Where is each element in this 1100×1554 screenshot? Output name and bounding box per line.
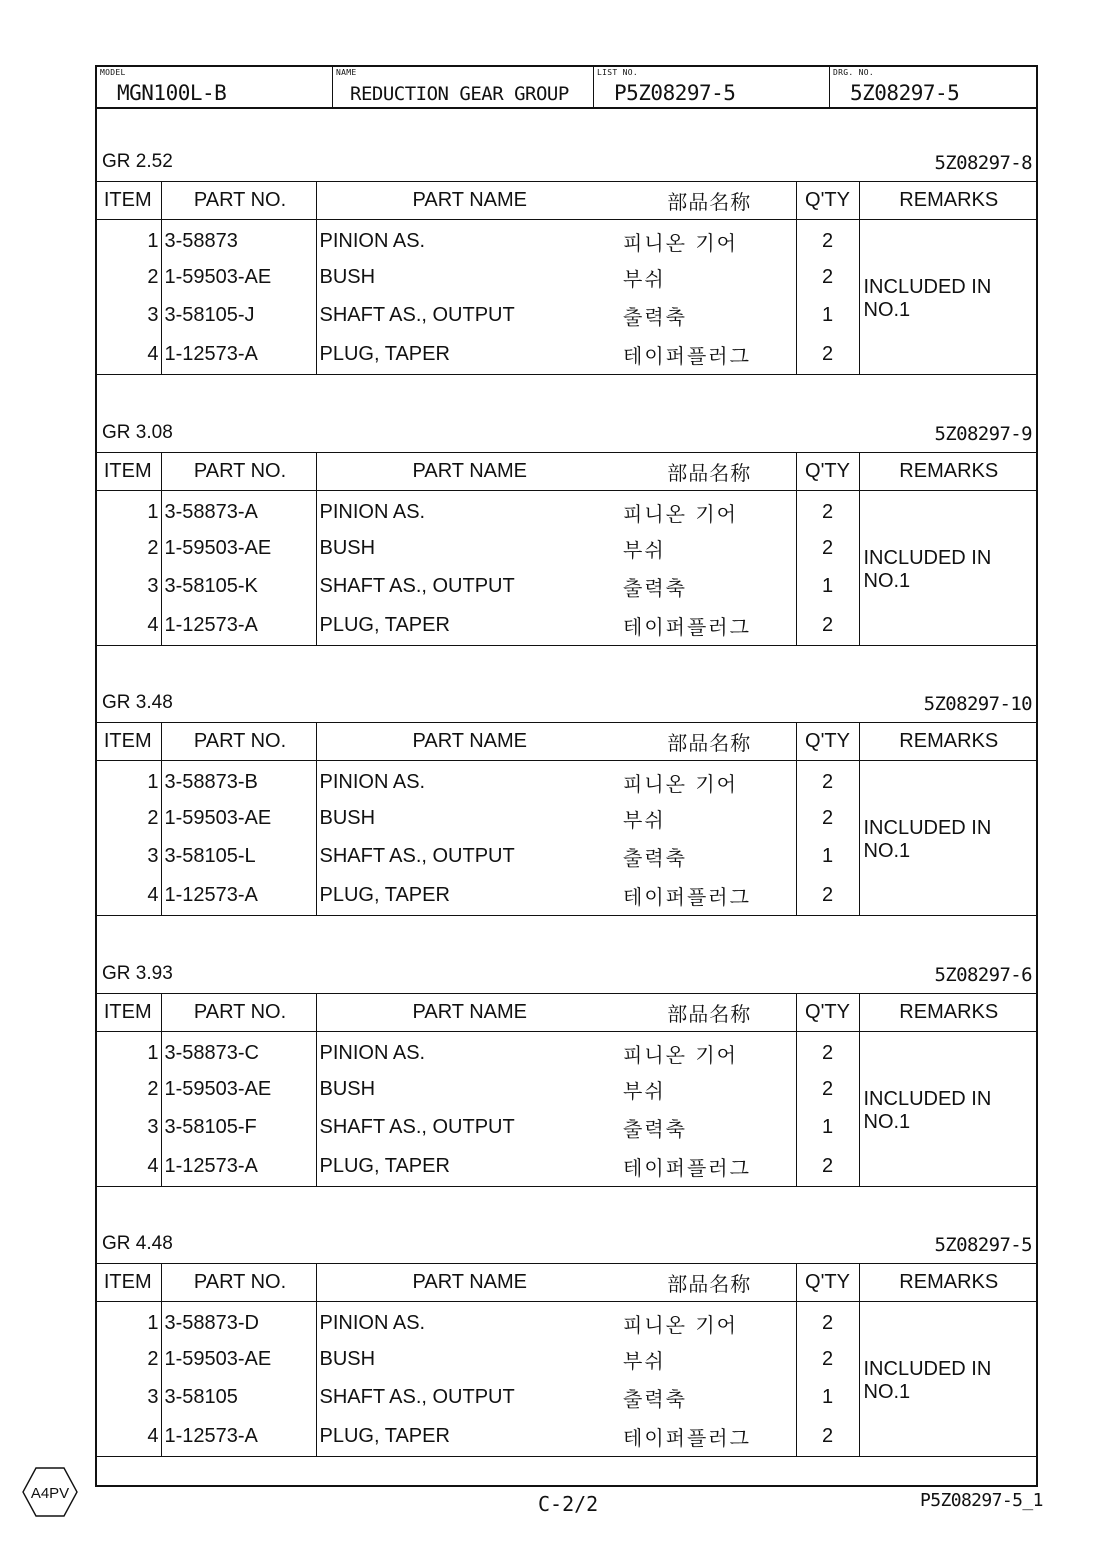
quantity: 2 [796, 1032, 859, 1071]
part-number: 3-58873 [161, 220, 316, 259]
column-header-part-name-local: 部品名称 [623, 453, 796, 491]
group-drawing-number: 5Z08297-8 [934, 152, 1032, 174]
part-number: 1-12573-A [161, 1417, 316, 1456]
part-name-local: 피니온 기어 [623, 501, 738, 526]
column-header-item: ITEM [97, 182, 161, 220]
item-number: 3 [97, 568, 161, 607]
column-header-remarks: REMARKS [859, 453, 1038, 491]
drg-no-caption: DRG. NO. [833, 68, 874, 77]
column-header-item: ITEM [97, 1264, 161, 1302]
quantity: 2 [796, 876, 859, 915]
part-name: PLUG, TAPER [319, 1154, 450, 1177]
part-name: PINION AS. [319, 500, 426, 523]
table-header-row [97, 182, 1038, 220]
group-drawing-number: 5Z08297-5 [934, 1234, 1032, 1256]
part-name-local: 부쉬 [623, 266, 666, 291]
item-number: 1 [97, 1032, 161, 1071]
group-header [97, 1227, 1036, 1263]
column-header-part-no: PART NO. [161, 1264, 316, 1302]
column-header-item: ITEM [97, 453, 161, 491]
table-row [97, 491, 1038, 530]
remarks-text: INCLUDED IN NO.1 [863, 1357, 992, 1403]
column-header-item: ITEM [97, 723, 161, 761]
part-number: 1-12573-A [161, 1147, 316, 1186]
gear-group-2 [97, 416, 1036, 646]
part-name: PLUG, TAPER [319, 613, 450, 636]
part-name: PINION AS. [319, 770, 426, 793]
part-number: 1-12573-A [161, 606, 316, 645]
item-number: 4 [97, 876, 161, 915]
item-number: 2 [97, 529, 161, 568]
part-name: SHAFT AS., OUTPUT [319, 845, 515, 868]
group-bottom-rule [97, 1186, 1036, 1187]
gear-ratio-label: GR 4.48 [102, 1233, 173, 1254]
group-drawing-number: 5Z08297-9 [934, 423, 1032, 445]
table-row [97, 220, 1038, 259]
part-name-local: 테이퍼플러그 [623, 1425, 751, 1450]
part-name-local: 출력축 [623, 576, 687, 601]
parts-table [97, 181, 1038, 374]
item-number: 2 [97, 1340, 161, 1379]
table-row [97, 1302, 1038, 1341]
item-number: 3 [97, 1109, 161, 1148]
group-bottom-rule [97, 374, 1036, 375]
table-header-row [97, 994, 1038, 1032]
gear-ratio-label: GR 3.48 [102, 692, 173, 713]
part-number: 3-58873-A [161, 491, 316, 530]
quantity: 2 [796, 258, 859, 297]
remarks-cell [859, 1032, 1038, 1186]
remarks-text: INCLUDED IN NO.1 [863, 1087, 992, 1133]
quantity: 2 [796, 491, 859, 530]
part-number: 3-58105-K [161, 568, 316, 607]
column-header-qty: Q'TY [796, 453, 859, 491]
part-number: 3-58105 [161, 1379, 316, 1418]
remarks-text: INCLUDED IN NO.1 [863, 816, 992, 862]
column-header-part-name: PART NAME [316, 182, 623, 220]
part-number: 3-58105-F [161, 1109, 316, 1148]
item-number: 3 [97, 1379, 161, 1418]
item-number: 3 [97, 838, 161, 877]
item-number: 1 [97, 220, 161, 259]
remarks-cell [859, 1302, 1038, 1456]
part-number: 1-59503-AE [161, 258, 316, 297]
page-number: C-2/2 [538, 1492, 599, 1516]
stamp-label: A4PV [30, 1485, 70, 1502]
part-name: PLUG, TAPER [319, 1424, 450, 1447]
gear-ratio-label: GR 3.08 [102, 422, 173, 443]
a4pv-stamp [22, 1466, 78, 1518]
group-header [97, 957, 1036, 993]
group-bottom-rule [97, 1456, 1036, 1457]
part-name-local: 출력축 [623, 1387, 687, 1412]
column-header-part-name-local: 部品名称 [623, 182, 796, 220]
model-cell [97, 67, 333, 107]
column-header-remarks: REMARKS [859, 1264, 1038, 1302]
part-name-local: 출력축 [623, 846, 687, 871]
parts-table [97, 1263, 1038, 1456]
column-header-part-name: PART NAME [316, 994, 623, 1032]
group-header [97, 416, 1036, 452]
part-name-local: 부쉬 [623, 1348, 666, 1373]
list-no-caption: LIST NO. [597, 68, 638, 77]
table-header-row [97, 723, 1038, 761]
group-header [97, 145, 1036, 181]
part-number: 3-58873-D [161, 1302, 316, 1341]
column-header-remarks: REMARKS [859, 182, 1038, 220]
part-name-local: 부쉬 [623, 1078, 666, 1103]
group-bottom-rule [97, 915, 1036, 916]
part-name-local: 테이퍼플러그 [623, 343, 751, 368]
part-name-local: 출력축 [623, 305, 687, 330]
column-header-remarks: REMARKS [859, 723, 1038, 761]
quantity: 2 [796, 1070, 859, 1109]
table-row [97, 1032, 1038, 1071]
remarks-text: INCLUDED IN NO.1 [863, 275, 992, 321]
part-number: 1-59503-AE [161, 1340, 316, 1379]
list-no-cell [594, 67, 830, 107]
group-header [97, 686, 1036, 722]
part-name-local: 테이퍼플러그 [623, 614, 751, 639]
gear-group-3 [97, 686, 1036, 916]
column-header-part-name-local: 部品名称 [623, 723, 796, 761]
quantity: 2 [796, 606, 859, 645]
part-name-local: 출력축 [623, 1117, 687, 1142]
remarks-cell [859, 761, 1038, 915]
drawing-sheet [95, 65, 1038, 1487]
item-number: 4 [97, 1417, 161, 1456]
column-header-part-no: PART NO. [161, 723, 316, 761]
part-number: 3-58873-C [161, 1032, 316, 1071]
table-header-row [97, 453, 1038, 491]
quantity: 2 [796, 1147, 859, 1186]
gear-group-5 [97, 1227, 1036, 1457]
part-name: BUSH [319, 536, 376, 559]
column-header-qty: Q'TY [796, 994, 859, 1032]
name-caption: NAME [336, 68, 357, 77]
part-number: 1-12573-A [161, 876, 316, 915]
column-header-part-name: PART NAME [316, 453, 623, 491]
part-name-local: 테이퍼플러그 [623, 884, 751, 909]
quantity: 1 [796, 1109, 859, 1148]
gear-ratio-label: GR 3.93 [102, 963, 173, 984]
parts-table [97, 993, 1038, 1186]
item-number: 4 [97, 606, 161, 645]
column-header-qty: Q'TY [796, 182, 859, 220]
quantity: 2 [796, 799, 859, 838]
quantity: 2 [796, 529, 859, 568]
part-name: SHAFT AS., OUTPUT [319, 304, 515, 327]
name-value: REDUCTION GEAR GROUP [350, 83, 569, 105]
quantity: 2 [796, 220, 859, 259]
quantity: 1 [796, 1379, 859, 1418]
item-number: 3 [97, 297, 161, 336]
table-row [97, 761, 1038, 800]
quantity: 2 [796, 1302, 859, 1341]
item-number: 2 [97, 799, 161, 838]
item-number: 4 [97, 335, 161, 374]
part-name-local: 테이퍼플러그 [623, 1155, 751, 1180]
part-name-local: 피니온 기어 [623, 771, 738, 796]
gear-group-4 [97, 957, 1036, 1187]
part-name: SHAFT AS., OUTPUT [319, 1116, 515, 1139]
drg-no-value: 5Z08297-5 [850, 81, 960, 105]
quantity: 2 [796, 335, 859, 374]
column-header-part-name: PART NAME [316, 1264, 623, 1302]
quantity: 1 [796, 297, 859, 336]
item-number: 4 [97, 1147, 161, 1186]
part-name: PINION AS. [319, 1041, 426, 1064]
group-bottom-rule [97, 645, 1036, 646]
quantity: 2 [796, 761, 859, 800]
drg-no-cell [830, 67, 1036, 107]
column-header-part-name-local: 部品名称 [623, 994, 796, 1032]
column-header-qty: Q'TY [796, 1264, 859, 1302]
item-number: 1 [97, 761, 161, 800]
column-header-part-no: PART NO. [161, 453, 316, 491]
model-caption: MODEL [100, 68, 126, 77]
part-name-local: 부쉬 [623, 807, 666, 832]
parts-table [97, 722, 1038, 915]
quantity: 1 [796, 568, 859, 607]
gear-ratio-label: GR 2.52 [102, 151, 173, 172]
parts-table [97, 452, 1038, 645]
part-name: BUSH [319, 1347, 376, 1370]
part-name-local: 피니온 기어 [623, 1312, 738, 1337]
part-name: BUSH [319, 1077, 376, 1100]
part-name: PINION AS. [319, 1311, 426, 1334]
column-header-remarks: REMARKS [859, 994, 1038, 1032]
gear-group-1 [97, 145, 1036, 375]
remarks-cell [859, 491, 1038, 645]
title-block [97, 67, 1036, 109]
name-cell [333, 67, 594, 107]
item-number: 2 [97, 1070, 161, 1109]
part-name-local: 피니온 기어 [623, 230, 738, 255]
part-number: 3-58105-L [161, 838, 316, 877]
quantity: 1 [796, 838, 859, 877]
column-header-part-name-local: 部品名称 [623, 1264, 796, 1302]
part-number: 3-58873-B [161, 761, 316, 800]
remarks-text: INCLUDED IN NO.1 [863, 546, 992, 592]
part-name: PLUG, TAPER [319, 883, 450, 906]
item-number: 2 [97, 258, 161, 297]
part-name-local: 부쉬 [623, 537, 666, 562]
table-header-row [97, 1264, 1038, 1302]
column-header-part-no: PART NO. [161, 182, 316, 220]
item-number: 1 [97, 1302, 161, 1341]
part-number: 1-59503-AE [161, 529, 316, 568]
part-name: BUSH [319, 806, 376, 829]
document-reference: P5Z08297-5_1 [920, 1490, 1043, 1511]
quantity: 2 [796, 1417, 859, 1456]
part-name: BUSH [319, 265, 376, 288]
part-name: PLUG, TAPER [319, 342, 450, 365]
part-name-local: 피니온 기어 [623, 1042, 738, 1067]
part-name: SHAFT AS., OUTPUT [319, 575, 515, 598]
column-header-part-no: PART NO. [161, 994, 316, 1032]
column-header-part-name: PART NAME [316, 723, 623, 761]
list-no-value: P5Z08297-5 [614, 81, 736, 105]
model-value: MGN100L-B [117, 81, 227, 105]
part-name: PINION AS. [319, 229, 426, 252]
part-number: 1-59503-AE [161, 799, 316, 838]
part-number: 1-59503-AE [161, 1070, 316, 1109]
part-number: 3-58105-J [161, 297, 316, 336]
part-name: SHAFT AS., OUTPUT [319, 1386, 515, 1409]
quantity: 2 [796, 1340, 859, 1379]
item-number: 1 [97, 491, 161, 530]
column-header-qty: Q'TY [796, 723, 859, 761]
part-number: 1-12573-A [161, 335, 316, 374]
group-drawing-number: 5Z08297-6 [934, 964, 1032, 986]
column-header-item: ITEM [97, 994, 161, 1032]
group-drawing-number: 5Z08297-10 [923, 693, 1032, 715]
remarks-cell [859, 220, 1038, 374]
